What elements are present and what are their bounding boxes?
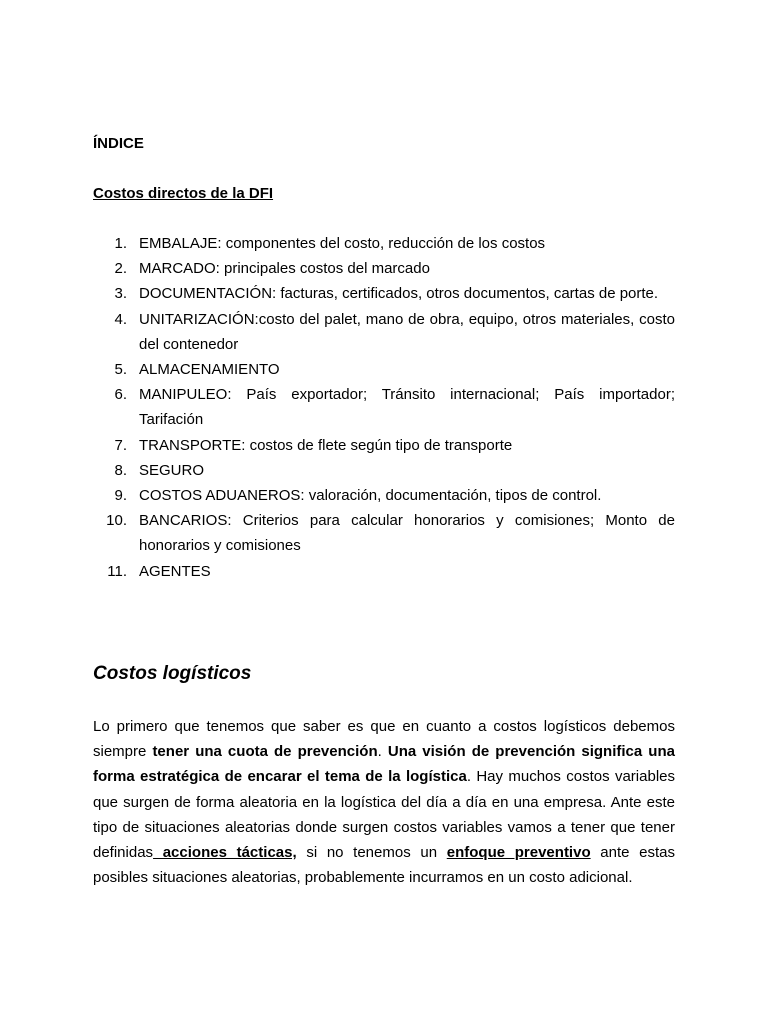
list-item [93,559,675,584]
list-item-text: BANCARIOS: Criterios para calcular honorarios y comisiones; Monto de honorarios y comisiones [139,512,675,555]
paragraph-text: . [377,743,388,761]
list-item-number: 2. [114,260,127,278]
paragraph-text: si no tenemos un [296,844,447,862]
direct-costs-subheading: Costos directos de la DFI [93,185,274,202]
paragraph-text: ante estas posibles situaciones aleatorias, probablemente incurramos en un costo adicional. [93,844,676,887]
logistics-section-title: Costos logísticos [93,663,252,684]
list-item-number: 9. [114,487,127,505]
bold-phrase: Una visión de prevención significa una forma estratégica de encarar el tema de la logística [93,743,675,786]
list-item [93,508,675,558]
list-item-number: 3. [114,285,127,303]
list-item [93,307,675,357]
list-item-number: 7. [114,436,127,454]
list-item [93,357,675,382]
list-item-number: 10. [106,512,127,530]
underlined-phrase: enfoque preventivo [446,844,591,862]
list-item-number: 11. [107,562,127,580]
bold-phrase: tener una cuota de prevención [152,743,378,761]
list-item-number: 8. [114,461,127,479]
list-item-text: AGENTES [139,562,211,580]
list-item [93,433,675,458]
list-item [93,281,675,306]
index-list [93,231,675,584]
paragraph-text: . Hay muchos costos variables que surgen de forma aleatoria en la logística del día a día en una empresa. Ante este tipo de situaciones aleatorias donde surgen costos variables vamos a tener que tener definidas [93,768,675,862]
list-item-text: COSTOS ADUANEROS: valoración, documentación, tipos de control. [139,487,602,505]
list-item-text: TRANSPORTE: costos de flete según tipo de transporte [139,436,513,454]
list-item-text: MARCADO: principales costos del marcado [139,260,430,278]
list-item-number: 6. [114,386,127,404]
list-item-number: 4. [114,310,127,328]
underlined-phrase: acciones tácticas, [153,844,297,862]
list-item-text: DOCUMENTACIÓN: facturas, certificados, otros documentos, cartas de porte. [139,285,659,303]
list-item-text: EMBALAJE: componentes del costo, reducción de los costos [139,235,546,252]
list-item-text: SEGURO [139,461,205,479]
index-heading: ÍNDICE [93,135,144,152]
list-item [93,256,675,281]
paragraph-text: Lo primero que tenemos que saber es que en cuanto a costos logísticos debemos siempre [93,718,675,761]
list-item-number: 5. [114,361,127,379]
list-item-text: MANIPULEO: País exportador; Tránsito internacional; País importador; Tarifación [139,386,675,429]
logistics-paragraph [93,714,675,890]
list-item [93,231,675,256]
list-item-text: UNITARIZACIÓN:costo del palet, mano de obra, equipo, otros materiales, costo del contenedor [139,310,675,353]
list-item-number: 1. [114,235,127,252]
list-item-text: ALMACENAMIENTO [139,361,280,379]
list-item [93,458,675,483]
list-item [93,382,675,432]
list-item [93,483,675,508]
